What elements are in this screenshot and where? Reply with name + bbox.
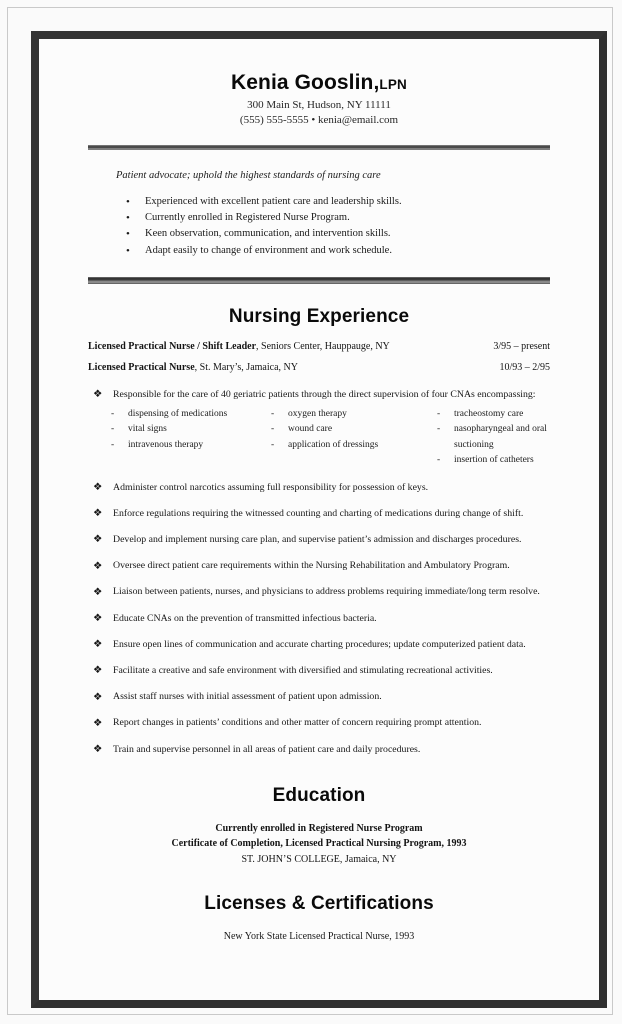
licenses-line-1: New York State Licensed Practical Nurse, 1993 (223, 931, 415, 943)
education-section (39, 785, 599, 868)
list-item (88, 533, 550, 547)
dash-bullet-icon: - (437, 424, 441, 435)
summary-item-text: Keen observation, communication, and intervention skills. (145, 228, 391, 240)
duty-text: Oversee direct patient care requirements within the Nursing Rehabilitation and Ambulatory Program. (113, 560, 510, 572)
skill-item (267, 438, 433, 453)
job-employer: , St. Mary’s, Jamaica, NY (194, 361, 298, 373)
education-line-3: ST. JOHN’S COLLEGE, Jamaica, NY (241, 853, 397, 865)
duty-text: Enforce regulations requiring the witnessed counting and charting of medications during change of shift. (113, 507, 524, 519)
dash-bullet-icon: - (271, 439, 275, 450)
diamond-bullet-icon: ❖ (93, 717, 103, 729)
skill-text: tracheostomy care (454, 409, 524, 420)
job-dates: 3/95 – present (493, 340, 550, 352)
list-item (88, 559, 550, 573)
duty-text: Ensure open lines of communication and accurate charting procedures; update computerized patient data. (113, 638, 526, 650)
list-item (88, 507, 550, 521)
list-item (88, 226, 550, 242)
summary-item-text: Experienced with excellent patient care and leadership skills. (145, 195, 402, 207)
duty-text: Liaison between patients, nurses, and physicians to address problems requiring immediate/long term resolve. (113, 586, 540, 598)
licenses-title-wrap (88, 893, 550, 915)
list-item (88, 690, 550, 704)
resume-document-frame (31, 31, 607, 1008)
skills-column-1 (107, 407, 267, 469)
job-title: Licensed Practical Nurse / Shift Leader (88, 340, 257, 352)
experience-job-row (88, 361, 550, 374)
skill-text: nasopharyngeal and oral suctioning (454, 424, 547, 450)
duty-text: Assist staff nurses with initial assessment of patient upon admission. (113, 691, 382, 703)
skills-column-2 (267, 407, 433, 469)
dash-bullet-icon: - (437, 409, 441, 420)
list-item (88, 743, 550, 757)
summary-tagline: Patient advocate; uphold the highest standards of nursing care (116, 169, 381, 181)
summary-divider-wrap (39, 277, 599, 284)
skill-text: intravenous therapy (128, 439, 204, 450)
dash-bullet-icon: - (437, 455, 441, 466)
diamond-bullet-icon: ❖ (93, 534, 103, 546)
skill-text: application of dressings (288, 439, 379, 450)
diamond-bullet-icon: ❖ (93, 744, 103, 756)
skill-text: insertion of catheters (454, 455, 534, 466)
list-item (88, 638, 550, 652)
duty-text: Report changes in patients’ conditions and other matter of concern requiring prompt attention. (113, 717, 482, 729)
skill-item (107, 407, 267, 422)
resume-header (39, 39, 599, 128)
dash-bullet-icon: - (111, 409, 115, 420)
duty-text: Develop and implement nursing care plan, and supervise patient’s admission and discharges procedures. (113, 533, 522, 545)
list-item (88, 388, 550, 402)
page-outer-border (7, 7, 613, 1015)
experience-section (39, 306, 599, 757)
dash-bullet-icon: - (111, 439, 115, 450)
job-title-employer (88, 340, 390, 353)
resume-sheet (39, 39, 599, 1000)
experience-lead-list (88, 388, 550, 402)
skill-text: vital signs (128, 424, 167, 435)
section-title-licenses: Licenses & Certifications (204, 893, 434, 915)
experience-lead-text: Responsible for the care of 40 geriatric patients through the direct supervision of four CNAs encompassing: (113, 388, 536, 400)
list-item (88, 481, 550, 495)
summary-bullet-list (88, 194, 550, 259)
duty-text: Train and supervise personnel in all areas of patient care and daily procedures. (113, 743, 421, 755)
list-item (88, 210, 550, 226)
skill-text: dispensing of medications (128, 409, 228, 420)
section-title-education: Education (272, 784, 366, 806)
bullet-dot-icon: • (126, 244, 130, 257)
diamond-bullet-icon: ❖ (93, 508, 103, 520)
duty-text: Administer control narcotics assuming full responsibility for possession of keys. (113, 481, 429, 493)
diamond-bullet-icon: ❖ (93, 389, 103, 401)
licenses-section (39, 893, 599, 942)
contact-phone-email: (555) 555-5555 • kenia@email.com (239, 113, 399, 126)
skills-column-3 (433, 407, 550, 469)
summary-section (39, 150, 599, 259)
education-line-1: Currently enrolled in Registered Nurse Program (215, 822, 423, 834)
diamond-bullet-icon: ❖ (93, 560, 103, 572)
bullet-dot-icon: • (126, 195, 130, 208)
experience-title-wrap (88, 306, 550, 328)
list-item (88, 585, 550, 599)
section-title-experience: Nursing Experience (228, 305, 410, 327)
list-item (88, 194, 550, 210)
diamond-bullet-icon: ❖ (93, 613, 103, 625)
list-item (88, 243, 550, 259)
bullet-dot-icon: • (126, 228, 130, 241)
skill-text: wound care (288, 424, 333, 435)
job-title-employer (88, 361, 298, 374)
dash-bullet-icon: - (111, 424, 115, 435)
skill-item (107, 438, 267, 453)
diamond-bullet-icon: ❖ (93, 482, 103, 494)
contact-address: 300 Main St, Hudson, NY 11111 (247, 99, 391, 112)
candidate-credential: LPN (379, 77, 408, 92)
skill-item (433, 422, 550, 453)
education-body (88, 821, 550, 868)
summary-item-text: Currently enrolled in Registered Nurse Program. (145, 212, 350, 224)
skill-item (433, 453, 550, 468)
experience-duties-list (88, 481, 550, 757)
summary-item-text: Adapt easily to change of environment and work schedule. (145, 244, 392, 256)
list-item (88, 664, 550, 678)
duty-text: Facilitate a creative and safe environment with diversified and stimulating recreational activities. (113, 664, 493, 676)
skill-item (433, 407, 550, 422)
licenses-body (88, 931, 550, 942)
education-title-wrap (88, 785, 550, 807)
dash-bullet-icon: - (271, 424, 275, 435)
candidate-name-line (39, 71, 599, 94)
dash-bullet-icon: - (271, 409, 275, 420)
job-employer: , Seniors Center, Hauppauge, NY (256, 340, 390, 352)
diamond-bullet-icon: ❖ (93, 586, 103, 598)
candidate-name: Kenia Gooslin, (230, 71, 380, 94)
bullet-dot-icon: • (126, 212, 130, 225)
diamond-bullet-icon: ❖ (93, 639, 103, 651)
skill-item (267, 422, 433, 437)
diamond-bullet-icon: ❖ (93, 665, 103, 677)
skill-text: oxygen therapy (288, 409, 347, 420)
diamond-bullet-icon: ❖ (93, 691, 103, 703)
duty-text: Educate CNAs on the prevention of transmitted infectious bacteria. (113, 612, 377, 624)
skill-item (267, 407, 433, 422)
list-item (88, 716, 550, 730)
job-dates: 10/93 – 2/95 (499, 361, 550, 373)
list-item (88, 612, 550, 626)
experience-job-row (88, 340, 550, 353)
education-line-2: Certificate of Completion, Licensed Practical Nursing Program, 1993 (171, 838, 467, 850)
job-title: Licensed Practical Nurse (88, 361, 195, 373)
skill-item (107, 422, 267, 437)
summary-divider-rule (88, 277, 550, 284)
skills-column-grid (107, 407, 550, 469)
